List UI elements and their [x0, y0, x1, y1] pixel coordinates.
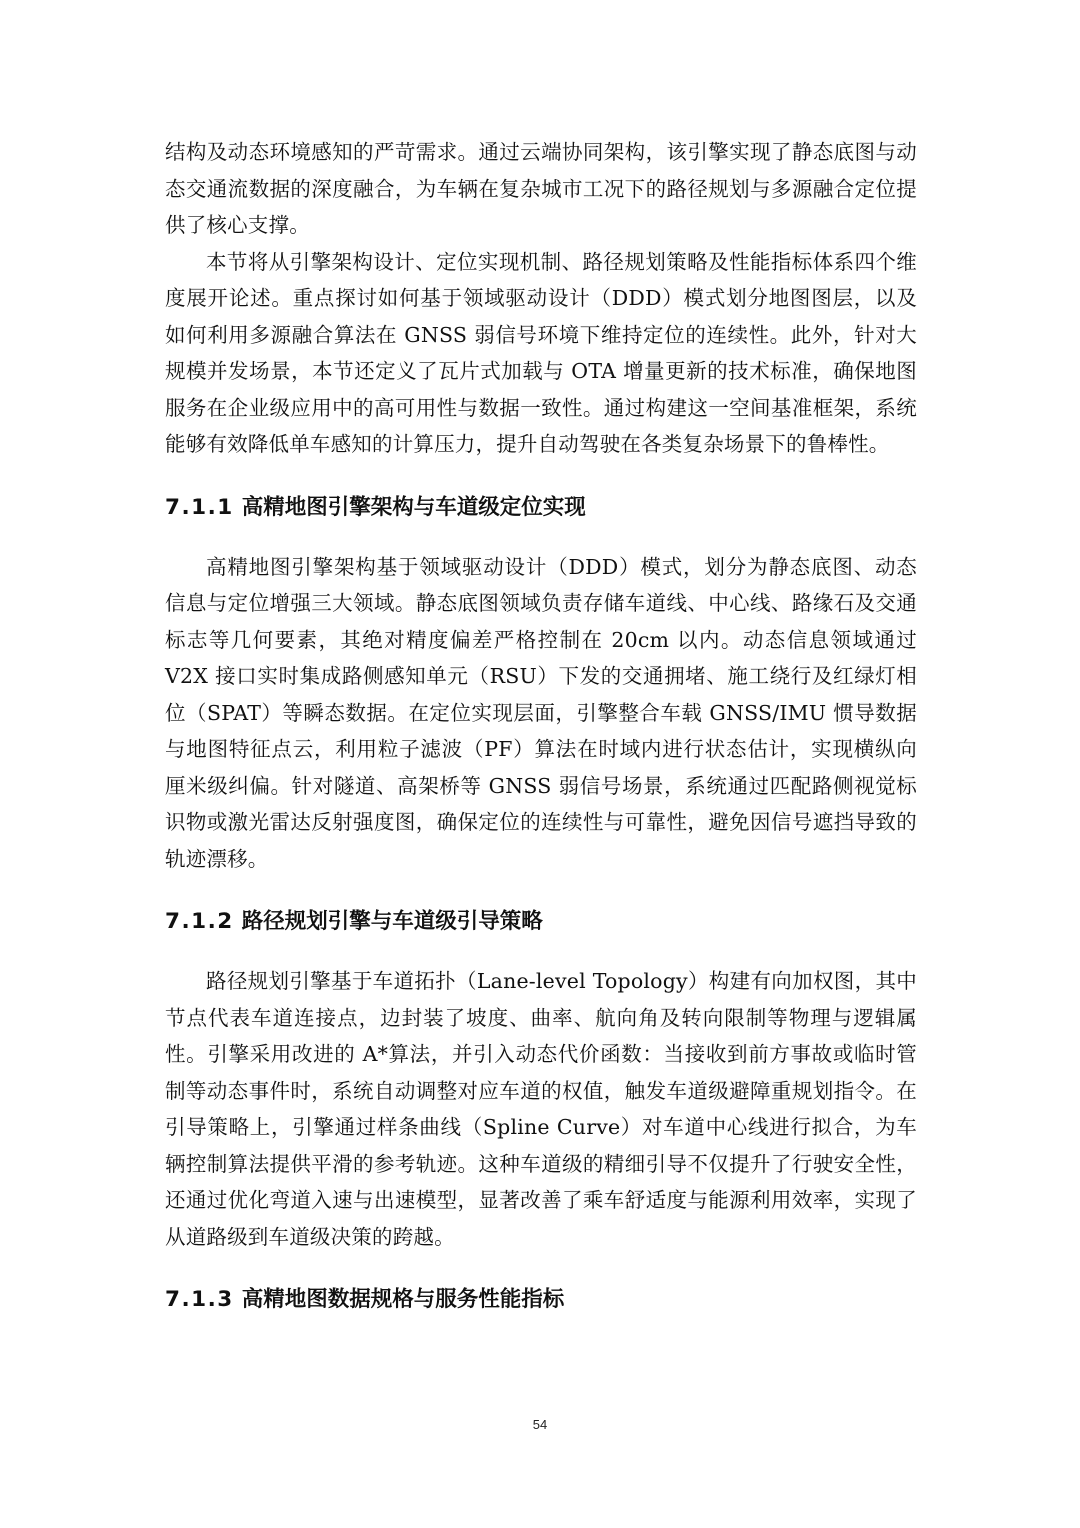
- page-content: [165, 134, 917, 1315]
- section-heading-7-1-2: [165, 907, 917, 937]
- section-title: 高精地图引擎架构与车道级定位实现: [241, 494, 586, 520]
- section-number: 7.1.3: [165, 1287, 234, 1312]
- section-7-1-1-body: 高精地图引擎架构基于领域驱动设计（DDD）模式，划分为静态底图、动态信息与定位增强三大领域。静态底图领域负责存储车道线、中心线、路缘石及交通标志等几何要素，其绝对精度偏差严格控制在 20cm 以内。动态信息领域通过 V2X 接口实时集成路侧感知单元（RSU）下发的交通拥堵、施工绕行及红绿灯相位（SPAT）等瞬态数据。在定位实现层面，引擎整合车载 GNSS/IMU 惯导数据与地图特征点云，利用粒子滤波（PF）算法在时域内进行状态估计，实现横纵向厘米级纠偏。针对隧道、高架桥等 GNSS 弱信号场景，系统通过匹配路侧视觉标识物或激光雷达反射强度图，确保定位的连续性与可靠性，避免因信号遮挡导致的轨迹漂移。: [165, 554, 917, 871]
- section-heading-7-1-3: [165, 1285, 917, 1315]
- section-number: 7.1.2: [165, 909, 234, 934]
- continued-paragraph: 结构及动态环境感知的严苛需求。通过云端协同架构，该引擎实现了静态底图与动态交通流数据的深度融合，为车辆在复杂城市工况下的路径规划与多源融合定位提供了核心支撑。: [165, 140, 917, 237]
- section-7-1-2-body: 路径规划引擎基于车道拓扑（Lane-level Topology）构建有向加权图，其中节点代表车道连接点，边封装了坡度、曲率、航向角及转向限制等物理与逻辑属性。引擎采用改进的 A*算法，并引入动态代价函数：当接收到前方事故或临时管制等动态事件时，系统自动调整对应车道的权值，触发车道级避障重规划指令。在引导策略上，引擎通过样条曲线（Spline Curve）对车道中心线进行拟合，为车辆控制算法提供平滑的参考轨迹。这种车道级的精细引导不仅提升了行驶安全性，还通过优化弯道入速与出速模型，显著改善了乘车舒适度与能源利用效率，实现了从道路级到车道级决策的跨越。: [165, 969, 917, 1249]
- section-heading-7-1-1: [165, 493, 917, 523]
- section-title: 高精地图数据规格与服务性能指标: [241, 1287, 565, 1312]
- section-number: 7.1.1: [165, 494, 234, 520]
- page-number: 54: [532, 1417, 548, 1432]
- intro-paragraph: 本节将从引擎架构设计、定位实现机制、路径规划策略及性能指标体系四个维度展开论述。重点探讨如何基于领域驱动设计（DDD）模式划分地图图层，以及如何利用多源融合算法在 GNSS 弱信号环境下维持定位的连续性。此外，针对大规模并发场景，本节还定义了瓦片式加载与 OTA 增量更新的技术标准，确保地图服务在企业级应用中的高可用性与数据一致性。通过构建这一空间基准框架，系统能够有效降低单车感知的计算压力，提升自动驾驶在各类复杂场景下的鲁棒性。: [165, 249, 917, 456]
- section-title: 路径规划引擎与车道级引导策略: [241, 909, 543, 934]
